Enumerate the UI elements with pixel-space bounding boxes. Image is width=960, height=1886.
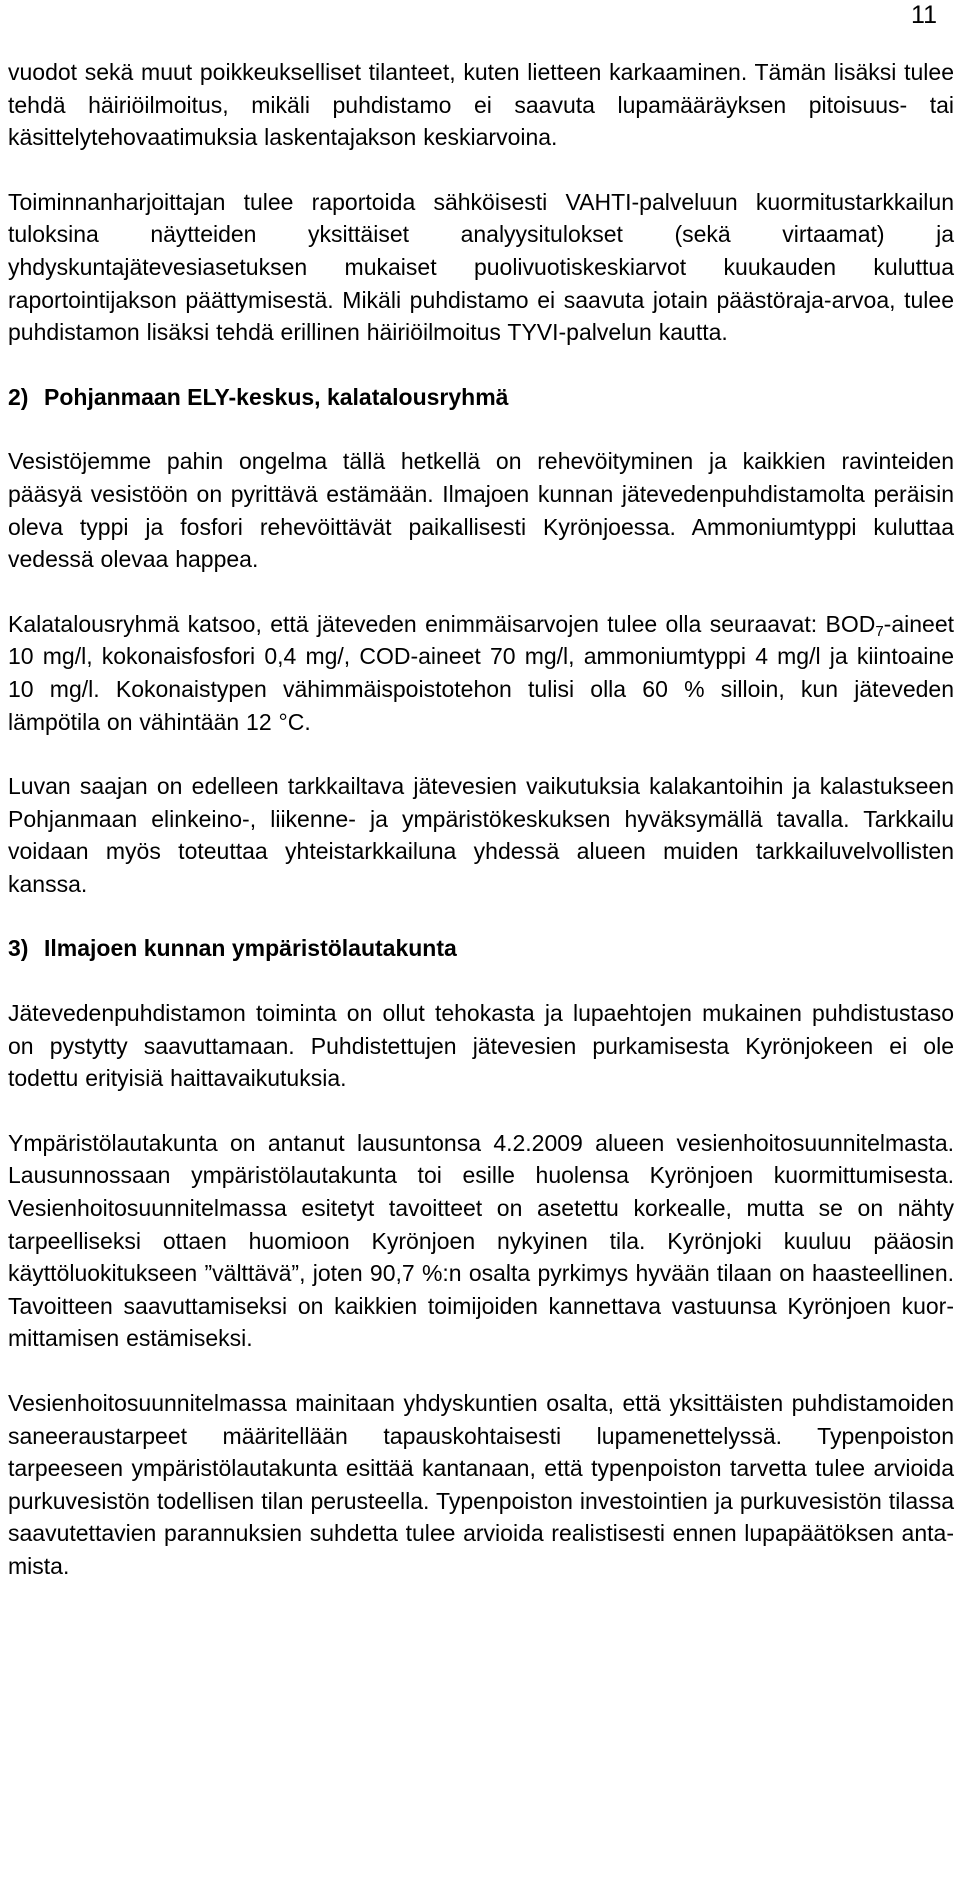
section-title-3: Ilmajoen kunnan ympäristölautakunta (44, 935, 457, 962)
paragraph-4-end: -aineet 10 mg/l, kokonaisfosfori 0,4 mg/, COD-aineet 70 mg/l, ammoniumtyppi 4 mg/l ja kiintoaine 10 mg/l. Kokonaistypen vähimmäispoistotehon tulisi olla 60 % silloin, kun jäteveden lämpötila on vähintään 12 °C. (8, 610, 954, 735)
section-number-2: 2) (8, 383, 29, 410)
page-number: 11 (911, 1, 937, 29)
paragraph-7: Ympäristölautakunta on antanut lausuntonsa 4.2.2009 alueen vesienhoitosuunnitelmasta. Lausunnossaan ympäristölautakunta toi esille huolensa Kyrönjoen kuormittumisesta. Vesienhoitosuunnitelmassa esitetyt tavoitteet on asetettu korkealle, mutta se on nähty tarpeelliseksi ottaen huomioon Kyrönjoen nykyinen tila. Kyrönjoki kuuluu pääosin käyttöluokitukseen ”välttävä”, joten 90,7 %:n osalta pyrkimys hyvään tilaan on haasteellinen. Tavoitteen saavuttamiseksi on kaikkien toimijoiden kannettava vastuunsa Kyrönjoen kuormittamisen estämiseksi. (8, 1129, 954, 1352)
paragraph-8: Vesienhoitosuunnitelmassa mainitaan yhdyskuntien osalta, että yksittäisten puhdistamoiden saneeraustarpeet määritellään tapauskohtaisesti lupamenettelyssä. Typenpoiston tarpeeseen ympäristölautakunta esittää kantanaan, että typenpoiston tarvetta tulee arvioida purkuvesistön todellisen tilan perusteella. Typenpoiston investointien ja purkuvesistön tilassa saavutettavien parannuksien suhdetta tulee arvioida realistisesti ennen lupapäätöksen antamista. (8, 1390, 954, 1579)
paragraph-6: Jätevedenpuhdistamon toiminta on ollut tehokasta ja lupaehtojen mukainen puhdistustaso on pystytty saavuttamaan. Puhdistettujen jätevesien purkamisesta Kyrönjokeen ei ole todettu erityisiä haittavaikutuksia. (8, 1000, 954, 1092)
paragraph-4 (8, 608, 954, 738)
document-body (8, 56, 954, 1583)
section-heading-3 (8, 932, 954, 965)
paragraph-4-start: Kalatalousryhmä katsoo, että jäteveden enimmäisarvojen tulee olla seuraavat: BOD (8, 610, 876, 637)
section-heading-2 (8, 381, 954, 414)
section-title-2: Pohjanmaan ELY-keskus, kalatalousryhmä (44, 383, 509, 410)
paragraph-3: Vesistöjemme pahin ongelma tällä hetkellä on rehevöityminen ja kaikkien ravinteiden pääsyä vesistöön on pyrittävä estämään. Ilmajoen kunnan jätevedenpuhdistamolta peräisin oleva typpi ja fosfori rehevöittävät paikallisesti Kyrönjoessa. Ammoniumtyppi kuluttaa vedessä olevaa happea. (8, 448, 954, 573)
bod-subscript: 7 (875, 622, 884, 640)
paragraph-5: Luvan saajan on edelleen tarkkailtava jätevesien vaikutuksia kalakantoihin ja kalastukseen Pohjanmaan elinkeino-, liikenne- ja ympäristökeskuksen hyväksymällä tavalla. Tarkkailu voidaan myös toteuttaa yhteistarkkailuna yhdessä alueen muiden tarkkailuvelvollisten kanssa. (8, 773, 954, 897)
paragraph-1: vuodot sekä muut poikkeukselliset tilanteet, kuten lietteen karkaaminen. Tämän lisäksi tulee tehdä häiriöilmoitus, mikäli puhdistamo ei saavuta lupamääräyksen pitoisuus- tai käsittelytehovaatimuksia laskentajakson keskiarvoina. (8, 59, 954, 151)
section-number-3: 3) (8, 935, 29, 962)
paragraph-2: Toiminnanharjoittajan tulee raportoida sähköisesti VAHTI-palveluun kuormitustarkkailun tuloksina näytteiden yksittäiset analyysitulokset (sekä virtaamat) ja yhdyskuntajätevesiasetuksen mukaiset puolivuotiskeskiarvot kuukauden kuluttua raportointijakson päättymisestä. Mikäli puhdistamo ei saavuta jotain päästöraja-arvoa, tulee puhdistamon lisäksi tehdä erillinen häiriöilmoitus TYVI-palvelun kautta. (8, 188, 954, 346)
